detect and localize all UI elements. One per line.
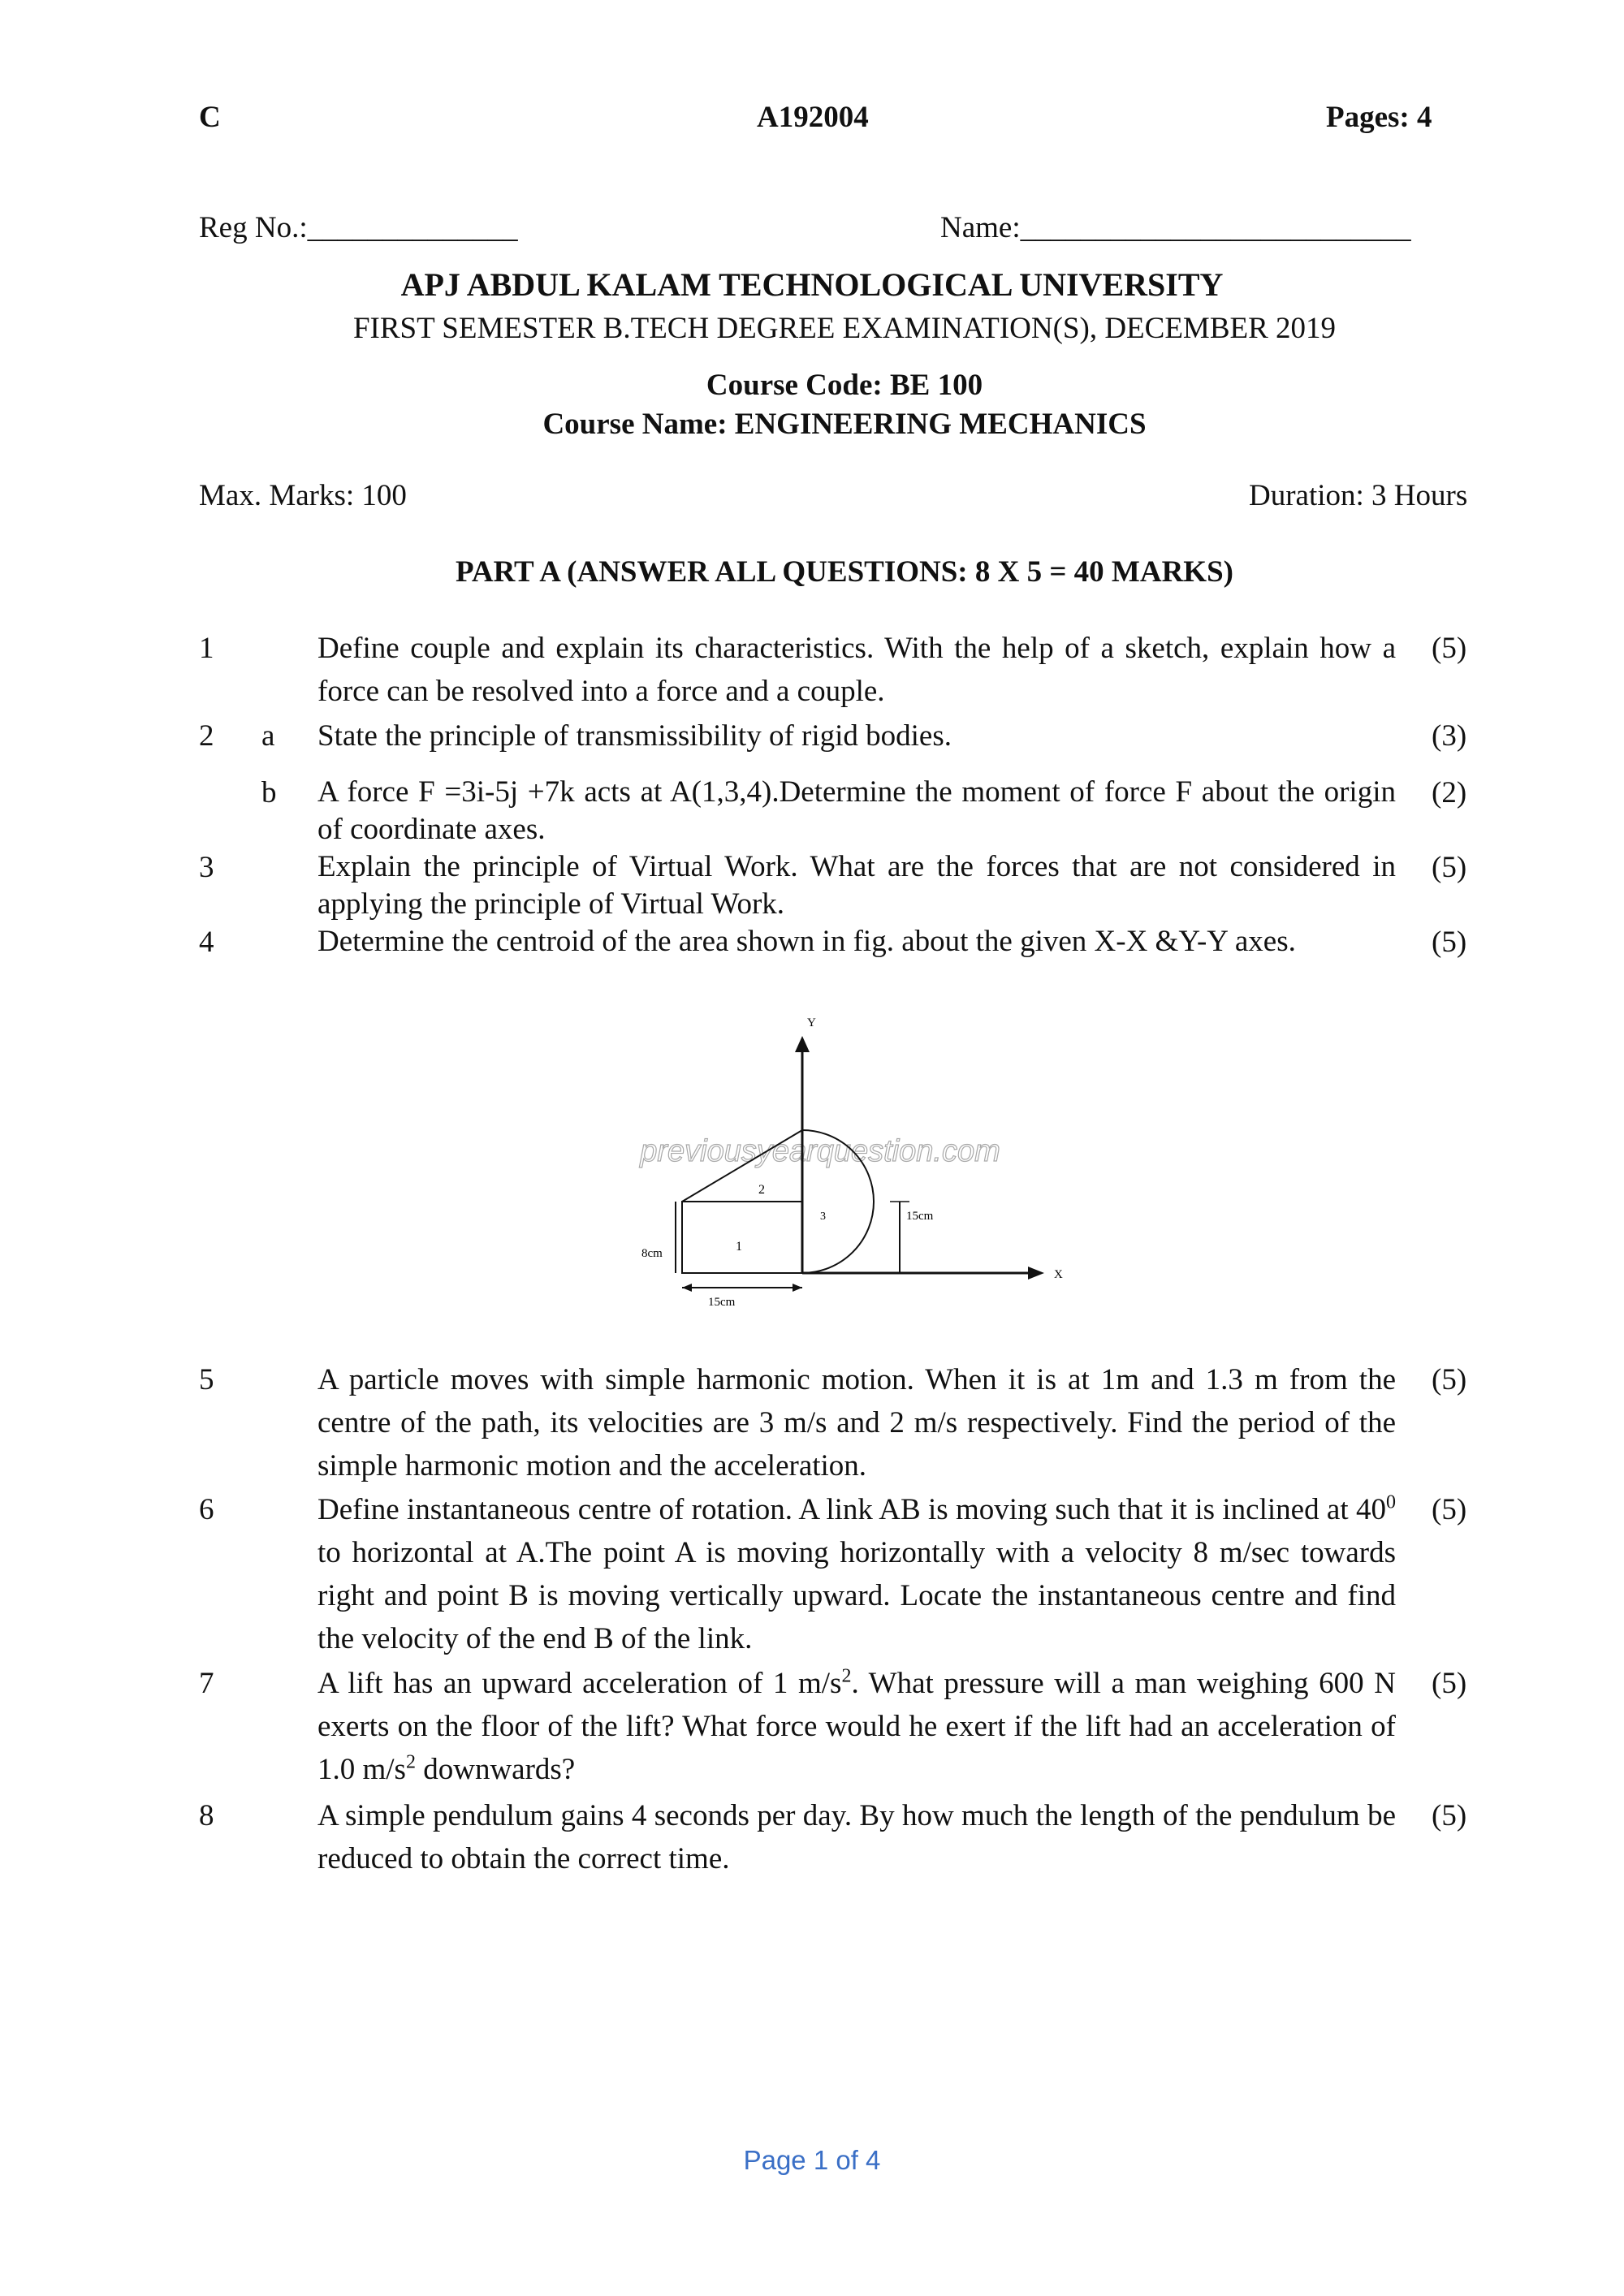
- question-6-text: [317, 1488, 1396, 1660]
- duration: Duration: 3 Hours: [1249, 479, 1468, 512]
- question-number: 6: [199, 1493, 214, 1526]
- region-3-label: 3: [820, 1211, 826, 1223]
- question-2b-marks: (2): [1432, 776, 1467, 809]
- question-2a-text: State the principle of transmissibility of rigid bodies.: [317, 719, 952, 753]
- y-axis-arrow: [795, 1036, 810, 1052]
- paper-code: A192004: [757, 101, 869, 134]
- course-name: Course Name: ENGINEERING MECHANICS: [542, 408, 1147, 441]
- q7-superscript-1: 2: [841, 1665, 852, 1687]
- question-number: 1: [199, 632, 214, 665]
- question-3-marks: (5): [1432, 851, 1467, 884]
- question-2b-text: A force F =3i-5j +7k acts at A(1,3,4).Determine the moment of force F about the origin of coordinate axes.: [317, 775, 1396, 846]
- x-axis-arrow: [1028, 1267, 1044, 1280]
- question-number: 3: [199, 851, 214, 884]
- subquestion-label: a: [261, 719, 275, 753]
- course-code: Course Code: BE 100: [706, 369, 983, 402]
- q7-superscript-2: 2: [405, 1751, 416, 1773]
- question-4-text: Determine the centroid of the area shown in fig. about the given X-X &Y-Y axes.: [317, 925, 1296, 958]
- y-axis-label: Y: [807, 1016, 816, 1029]
- q6-superscript: 0: [1386, 1491, 1396, 1513]
- q7-text-a: A lift has an upward acceleration of 1 m/s: [317, 1667, 842, 1700]
- question-5-text: A particle moves with simple harmonic motion. When it is at 1m and 1.3 m from the centre of the path, its velocities are 3 m/s and 2 m/s respectively. Find the period of the simple harmonic motion and the acceleration.: [317, 1363, 1396, 1482]
- question-number: 8: [199, 1799, 214, 1832]
- question-number: 2: [199, 719, 214, 753]
- base-dimension-label: 15cm: [708, 1296, 736, 1309]
- question-7-marks: (5): [1432, 1667, 1467, 1700]
- region-2-label: 2: [758, 1183, 765, 1197]
- question-7-text: [317, 1662, 1396, 1791]
- watermark: previousyearquestion.com: [640, 1134, 1000, 1168]
- height-dimension-label: 8cm: [641, 1247, 663, 1260]
- exam-title: FIRST SEMESTER B.TECH DEGREE EXAMINATION(S), DECEMBER 2019: [352, 312, 1337, 345]
- question-2a-marks: (3): [1432, 719, 1467, 753]
- question-5-marks: (5): [1432, 1363, 1467, 1396]
- question-number: 7: [199, 1667, 214, 1700]
- question-1-text: Define couple and explain its characteristics. With the help of a sketch, explain how a force can be resolved into a force and a couple.: [317, 632, 1396, 708]
- q6-text-a: Define instantaneous centre of rotation. A link AB is moving such that it is inclined at 40: [317, 1493, 1386, 1526]
- region-1-label: 1: [736, 1240, 742, 1254]
- question-1-marks: (5): [1432, 632, 1467, 665]
- reg-no-field: Reg No.:______________: [199, 211, 518, 244]
- question-4-marks: (5): [1432, 926, 1467, 959]
- question-number: 5: [199, 1363, 214, 1396]
- series-letter: C: [199, 101, 221, 134]
- centroid-figure: [617, 1007, 1072, 1315]
- max-marks: Max. Marks: 100: [199, 479, 407, 512]
- question-3-text: Explain the principle of Virtual Work. What are the forces that are not considered in applying the principle of Virtual Work.: [317, 850, 1396, 921]
- question-8-marks: (5): [1432, 1799, 1467, 1832]
- university-title: APJ ABDUL KALAM TECHNOLOGICAL UNIVERSITY: [400, 266, 1224, 303]
- question-6-marks: (5): [1432, 1493, 1467, 1526]
- q6-text-b: to horizontal at A.The point A is moving horizontally with a velocity 8 m/sec towards right and point B is moving vertically upward. Locate the instantaneous centre and find the velocity of the end B of the link.: [317, 1536, 1396, 1655]
- name-field: Name:__________________________: [940, 211, 1411, 244]
- part-a-heading: PART A (ANSWER ALL QUESTIONS: 8 X 5 = 40 MARKS): [456, 555, 1233, 589]
- question-number: 4: [199, 926, 214, 959]
- question-8-text: A simple pendulum gains 4 seconds per day. By how much the length of the pendulum be reduced to obtain the correct time.: [317, 1799, 1396, 1875]
- q7-text-b: . What pressure will a man weighing 600 N exerts on the floor of the lift? What force would he exert if the lift had an acceleration of 1.0 m/s: [317, 1667, 1396, 1786]
- region-1-rectangle: [682, 1202, 802, 1273]
- q7-text-c: downwards?: [415, 1753, 576, 1786]
- subquestion-label: b: [261, 776, 277, 809]
- page-footer: Page 1 of 4: [743, 2145, 881, 2175]
- x-axis-label: X: [1054, 1268, 1063, 1281]
- page-count: Pages: 4: [1326, 101, 1432, 134]
- radius-dimension-label: 15cm: [906, 1210, 934, 1223]
